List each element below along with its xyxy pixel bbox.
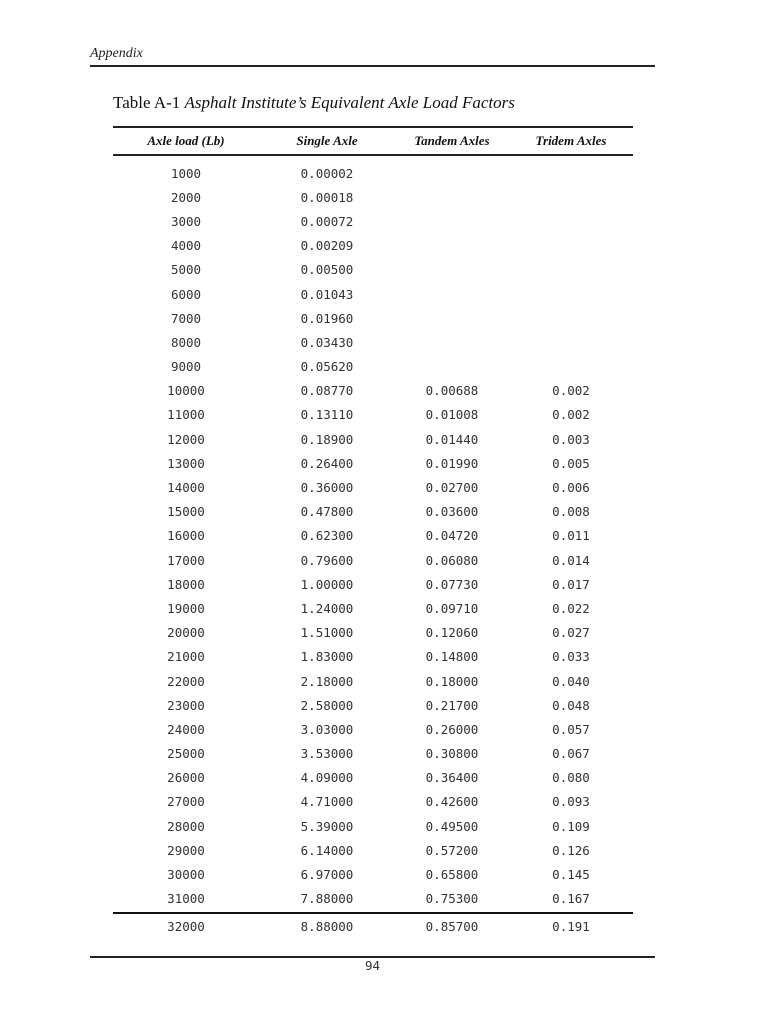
table-row <box>113 596 633 620</box>
table-row <box>113 742 633 766</box>
cell-single-axle: 0.03430 <box>300 334 354 350</box>
table-row <box>113 790 633 814</box>
table-row <box>113 306 633 330</box>
cell-tridem-axles: 0.022 <box>552 600 590 616</box>
table-row <box>113 838 633 862</box>
cell-tandem-axles: 0.00688 <box>425 383 479 399</box>
cell-tandem-axles: 0.02700 <box>425 480 479 496</box>
table-row <box>113 572 633 596</box>
cell-single-axle: 2.18000 <box>300 673 354 689</box>
cell-tridem-axles: 0.048 <box>552 697 590 713</box>
table-header-row <box>113 128 633 154</box>
cell-tridem-axles: 0.003 <box>552 431 590 447</box>
cell-tandem-axles: 0.42600 <box>425 794 479 810</box>
cell-axle-load: 14000 <box>167 480 205 496</box>
table-row <box>113 403 633 427</box>
table-row <box>113 379 633 403</box>
cell-single-axle: 0.00209 <box>300 238 354 254</box>
cell-tridem-axles: 0.145 <box>552 867 590 883</box>
cell-tandem-axles: 0.09710 <box>425 600 479 616</box>
cell-axle-load: 22000 <box>167 673 205 689</box>
cell-single-axle: 3.03000 <box>300 721 354 737</box>
cell-single-axle: 0.36000 <box>300 480 354 496</box>
cell-tandem-axles: 0.26000 <box>425 721 479 737</box>
header-tandem-axles: Tandem Axles <box>414 133 490 148</box>
table-caption-title: Asphalt Institute’s Equivalent Axle Load Factors <box>184 93 515 112</box>
table-row <box>113 475 633 499</box>
table-row <box>113 814 633 838</box>
cell-tandem-axles: 0.14800 <box>425 649 479 665</box>
cell-axle-load: 32000 <box>167 919 205 935</box>
cell-single-axle: 1.51000 <box>300 625 354 641</box>
cell-axle-load: 7000 <box>170 310 202 326</box>
cell-tandem-axles: 0.01990 <box>425 455 479 471</box>
cell-tandem-axles: 0.07730 <box>425 576 479 592</box>
cell-tandem-axles: 0.57200 <box>425 842 479 858</box>
cell-single-axle: 1.24000 <box>300 600 354 616</box>
cell-tandem-axles: 0.12060 <box>425 625 479 641</box>
header-rule <box>90 65 655 67</box>
cell-tridem-axles: 0.109 <box>552 818 590 834</box>
table-row <box>113 717 633 741</box>
cell-single-axle: 0.05620 <box>300 359 354 375</box>
table-row <box>113 862 633 886</box>
cell-tridem-axles: 0.014 <box>552 552 590 568</box>
table-row <box>113 209 633 233</box>
table-row <box>113 548 633 572</box>
cell-single-axle: 0.62300 <box>300 528 354 544</box>
cell-tandem-axles: 0.30800 <box>425 746 479 762</box>
table-caption <box>113 93 515 113</box>
header-axle-load: Axle load (Lb) <box>147 133 225 148</box>
cell-single-axle: 0.47800 <box>300 504 354 520</box>
cell-single-axle: 0.18900 <box>300 431 354 447</box>
cell-axle-load: 23000 <box>167 697 205 713</box>
cell-single-axle: 2.58000 <box>300 697 354 713</box>
axle-load-factor-table <box>113 126 633 940</box>
cell-tandem-axles: 0.49500 <box>425 818 479 834</box>
table-row <box>113 258 633 282</box>
cell-axle-load: 11000 <box>167 407 205 423</box>
cell-single-axle: 1.00000 <box>300 576 354 592</box>
table-row <box>113 330 633 354</box>
cell-tandem-axles: 0.75300 <box>425 891 479 907</box>
cell-single-axle: 0.00500 <box>300 262 354 278</box>
cell-tridem-axles: 0.057 <box>552 721 590 737</box>
cell-axle-load: 21000 <box>167 649 205 665</box>
cell-axle-load: 24000 <box>167 721 205 737</box>
cell-tandem-axles: 0.04720 <box>425 528 479 544</box>
cell-tandem-axles: 0.85700 <box>425 919 479 935</box>
header-single-axle: Single Axle <box>296 133 358 148</box>
cell-single-axle: 4.71000 <box>300 794 354 810</box>
cell-tridem-axles: 0.167 <box>552 891 590 907</box>
table-row <box>113 185 633 209</box>
cell-axle-load: 5000 <box>170 262 202 278</box>
cell-tandem-axles: 0.21700 <box>425 697 479 713</box>
table-body <box>113 156 633 911</box>
cell-single-axle: 3.53000 <box>300 746 354 762</box>
cell-tandem-axles: 0.01008 <box>425 407 479 423</box>
cell-axle-load: 6000 <box>170 286 202 302</box>
cell-single-axle: 0.79600 <box>300 552 354 568</box>
cell-single-axle: 0.26400 <box>300 455 354 471</box>
cell-tandem-axles: 0.36400 <box>425 770 479 786</box>
cell-axle-load: 12000 <box>167 431 205 447</box>
cell-tridem-axles: 0.040 <box>552 673 590 689</box>
table-row <box>113 669 633 693</box>
cell-axle-load: 25000 <box>167 746 205 762</box>
table-row <box>113 500 633 524</box>
cell-axle-load: 15000 <box>167 504 205 520</box>
table-row <box>113 524 633 548</box>
cell-tridem-axles: 0.191 <box>552 919 590 935</box>
cell-single-axle: 6.97000 <box>300 867 354 883</box>
cell-tridem-axles: 0.126 <box>552 842 590 858</box>
cell-tandem-axles: 0.18000 <box>425 673 479 689</box>
cell-single-axle: 6.14000 <box>300 842 354 858</box>
table-last-row <box>113 914 633 940</box>
cell-axle-load: 10000 <box>167 383 205 399</box>
cell-single-axle: 0.08770 <box>300 383 354 399</box>
table-row <box>113 766 633 790</box>
cell-axle-load: 17000 <box>167 552 205 568</box>
cell-tridem-axles: 0.080 <box>552 770 590 786</box>
cell-single-axle: 8.88000 <box>300 919 354 935</box>
cell-tridem-axles: 0.011 <box>552 528 590 544</box>
cell-axle-load: 1000 <box>170 165 202 181</box>
cell-axle-load: 29000 <box>167 842 205 858</box>
cell-single-axle: 0.00002 <box>300 165 354 181</box>
page-number: 94 <box>364 958 381 973</box>
cell-axle-load: 31000 <box>167 891 205 907</box>
header-tridem-axles: Tridem Axles <box>535 133 607 148</box>
table-row <box>113 282 633 306</box>
cell-tandem-axles: 0.06080 <box>425 552 479 568</box>
cell-tridem-axles: 0.002 <box>552 383 590 399</box>
cell-tridem-axles: 0.033 <box>552 649 590 665</box>
table-row <box>113 427 633 451</box>
cell-tridem-axles: 0.002 <box>552 407 590 423</box>
table-row <box>113 621 633 645</box>
cell-tandem-axles: 0.03600 <box>425 504 479 520</box>
cell-axle-load: 28000 <box>167 818 205 834</box>
cell-axle-load: 4000 <box>170 238 202 254</box>
cell-axle-load: 26000 <box>167 770 205 786</box>
table-caption-label: Table A-1 <box>113 93 185 112</box>
cell-axle-load: 27000 <box>167 794 205 810</box>
cell-axle-load: 8000 <box>170 334 202 350</box>
cell-tandem-axles: 0.01440 <box>425 431 479 447</box>
cell-axle-load: 2000 <box>170 189 202 205</box>
cell-axle-load: 20000 <box>167 625 205 641</box>
cell-axle-load: 9000 <box>170 359 202 375</box>
cell-single-axle: 0.01960 <box>300 310 354 326</box>
cell-single-axle: 1.83000 <box>300 649 354 665</box>
table-row <box>113 234 633 258</box>
cell-tridem-axles: 0.027 <box>552 625 590 641</box>
table-row <box>113 887 633 911</box>
cell-tridem-axles: 0.093 <box>552 794 590 810</box>
cell-single-axle: 0.13110 <box>300 407 354 423</box>
cell-single-axle: 0.00018 <box>300 189 354 205</box>
cell-tridem-axles: 0.006 <box>552 480 590 496</box>
cell-tandem-axles: 0.65800 <box>425 867 479 883</box>
table-row <box>113 451 633 475</box>
cell-axle-load: 3000 <box>170 213 202 229</box>
running-head: Appendix <box>90 46 143 61</box>
cell-axle-load: 16000 <box>167 528 205 544</box>
cell-single-axle: 7.88000 <box>300 891 354 907</box>
cell-single-axle: 0.01043 <box>300 286 354 302</box>
cell-tridem-axles: 0.017 <box>552 576 590 592</box>
cell-axle-load: 19000 <box>167 600 205 616</box>
cell-axle-load: 30000 <box>167 867 205 883</box>
cell-single-axle: 0.00072 <box>300 213 354 229</box>
cell-tridem-axles: 0.005 <box>552 455 590 471</box>
table-row <box>113 161 633 185</box>
table-row <box>113 645 633 669</box>
cell-axle-load: 13000 <box>167 455 205 471</box>
cell-single-axle: 5.39000 <box>300 818 354 834</box>
cell-axle-load: 18000 <box>167 576 205 592</box>
table-row <box>113 355 633 379</box>
cell-tridem-axles: 0.067 <box>552 746 590 762</box>
cell-tridem-axles: 0.008 <box>552 504 590 520</box>
table-row <box>113 693 633 717</box>
cell-single-axle: 4.09000 <box>300 770 354 786</box>
